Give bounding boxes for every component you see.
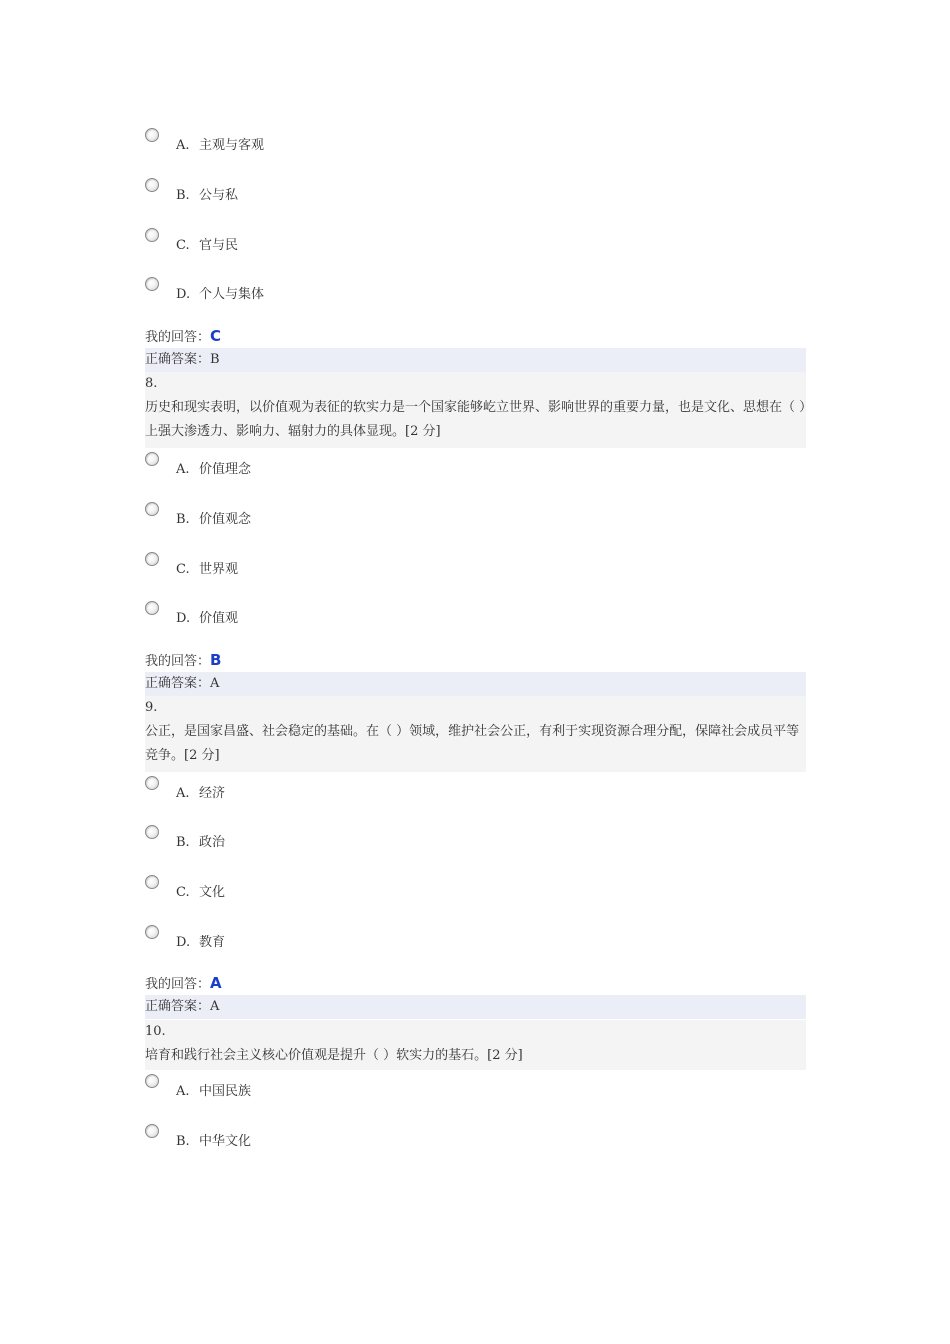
- radio-button[interactable]: [145, 128, 159, 142]
- q10-question: [145, 1020, 806, 1070]
- option-label: A. 中国民族: [176, 1084, 252, 1099]
- q8-correct-answer: 正确答案：A: [145, 672, 806, 696]
- q7-correct-answer: 正确答案：B: [145, 348, 806, 372]
- q8-my-answer: 我的回答：B: [145, 651, 222, 669]
- option-label: B. 政治: [176, 835, 226, 850]
- option-label: D. 个人与集体: [176, 287, 265, 302]
- q8-question: [145, 372, 806, 448]
- option-label: C. 官与民: [176, 238, 239, 253]
- option-label: D. 教育: [176, 935, 226, 950]
- radio-button[interactable]: [145, 178, 159, 192]
- q9-question: [145, 696, 806, 772]
- radio-button[interactable]: [145, 552, 159, 566]
- question-number: 9.: [145, 700, 158, 715]
- option-label: A. 经济: [176, 786, 226, 801]
- option-label: C. 世界观: [176, 562, 239, 577]
- option-label: B. 中华文化: [176, 1134, 252, 1149]
- radio-button[interactable]: [145, 825, 159, 839]
- radio-button[interactable]: [145, 1074, 159, 1088]
- radio-button[interactable]: [145, 601, 159, 615]
- option-label: A. 价值理念: [176, 462, 252, 477]
- radio-button[interactable]: [145, 452, 159, 466]
- radio-button[interactable]: [145, 1124, 159, 1138]
- question-text: 培育和践行社会主义核心价值观是提升（ ）软实力的基石。[2 分]: [145, 1048, 523, 1063]
- q9-my-answer: 我的回答：A: [145, 974, 222, 992]
- my-answer-value: C: [210, 327, 222, 345]
- option-label: B. 价值观念: [176, 512, 252, 527]
- radio-button[interactable]: [145, 502, 159, 516]
- question-number: 8.: [145, 376, 158, 391]
- radio-button[interactable]: [145, 228, 159, 242]
- question-text: 历史和现实表明，以价值观为表征的软实力是一个国家能够屹立世界、影响世界的重要力量，也是文化、思想在（ ）上强大渗透力、影响力、辐射力的具体显现。[2 分]: [145, 400, 806, 439]
- radio-button[interactable]: [145, 776, 159, 790]
- my-answer-value: A: [210, 974, 222, 992]
- q7-my-answer: 我的回答：C: [145, 327, 222, 345]
- radio-button[interactable]: [145, 277, 159, 291]
- option-label: D. 价值观: [176, 611, 239, 626]
- option-label: C. 文化: [176, 885, 226, 900]
- option-label: A. 主观与客观: [176, 138, 265, 153]
- option-label: B. 公与私: [176, 188, 239, 203]
- radio-button[interactable]: [145, 925, 159, 939]
- q9-correct-answer: 正确答案：A: [145, 995, 806, 1019]
- radio-button[interactable]: [145, 875, 159, 889]
- my-answer-value: B: [210, 651, 222, 669]
- question-number: 10.: [145, 1024, 166, 1039]
- question-text: 公正，是国家昌盛、社会稳定的基础。在（ ）领域，维护社会公正，有利于实现资源合理分配，保障社会成员平等竞争。[2 分]: [145, 724, 800, 763]
